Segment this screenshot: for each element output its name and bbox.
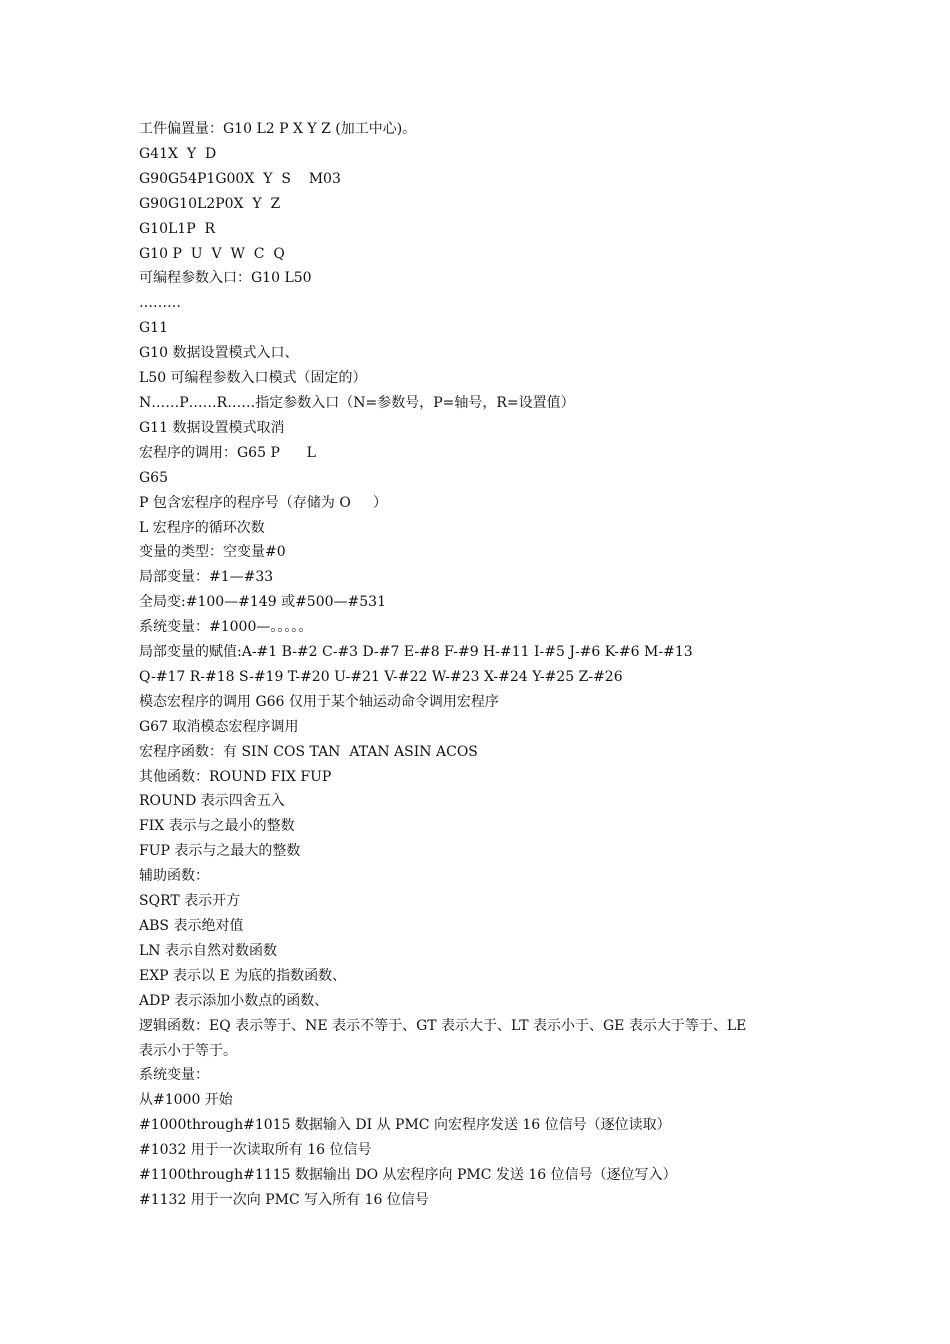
text-line: G90G54P1G00X Y S M03: [139, 170, 341, 187]
text-line: ROUND 表示四舍五入: [139, 793, 285, 810]
text-line: 从#1000 开始: [139, 1092, 233, 1109]
text-line: LN 表示自然对数函数: [139, 942, 277, 959]
text-line: 其他函数：ROUND FIX FUP: [139, 768, 332, 785]
text-line: SQRT 表示开方: [139, 893, 241, 910]
text-line: EXP 表示以 E 为底的指数函数、: [139, 967, 347, 984]
text-line: G10 P U V W C Q: [139, 245, 285, 262]
text-line: ………: [139, 295, 181, 312]
text-line: L50 可编程参数入口模式（固定的）: [139, 370, 367, 387]
text-line: FUP 表示与之最大的整数: [139, 843, 301, 860]
text-line: ABS 表示绝对值: [139, 918, 244, 934]
document-page: [139, 117, 829, 1213]
text-line: G67 取消模态宏程序调用: [139, 718, 299, 735]
text-line: 工件偏置量：G10 L2 P X Y Z (加工中心)。: [139, 121, 417, 137]
text-line: #1032 用于一次读取所有 16 位信号: [139, 1142, 372, 1159]
text-line: P 包含宏程序的程序号（存储为 O ）: [139, 494, 388, 511]
text-line: 模态宏程序的调用 G66 仅用于某个轴运动命令调用宏程序: [139, 693, 499, 710]
text-line: 变量的类型：空变量#0: [139, 544, 286, 561]
text-line: 逻辑函数：EQ 表示等于、NE 表示不等于、GT 表示大于、LT 表示小于、GE 表示大于等于、LE: [139, 1017, 747, 1034]
text-line: L 宏程序的循环次数: [139, 519, 265, 536]
text-line: G11 数据设置模式取消: [139, 419, 285, 436]
text-line: #1132 用于一次向 PMC 写入所有 16 位信号: [139, 1191, 429, 1208]
text-line: N……P……R……指定参数入口（N=参数号，P=轴号，R=设置值）: [139, 394, 575, 411]
text-line: G41X Y D: [139, 145, 217, 162]
text-line: 系统变量：: [139, 1067, 209, 1084]
text-line: G65: [139, 469, 168, 486]
text-line: 表示小于等于。: [139, 1042, 237, 1059]
text-line: Q-#17 R-#18 S-#19 T-#20 U-#21 V-#22 W-#23 X-#24 Y-#25 Z-#26: [139, 668, 623, 685]
text-line: #1100through#1115 数据输出 DO 从宏程序向 PMC 发送 16 位信号（逐位写入）: [139, 1167, 677, 1184]
text-line: 局部变量的赋值:A-#1 B-#2 C-#3 D-#7 E-#8 F-#9 H-#11 I-#5 J-#6 K-#6 M-#13: [139, 644, 693, 661]
text-line: G10L1P R: [139, 220, 216, 237]
text-line: 局部变量：#1—#33: [139, 569, 274, 586]
text-line: 全局变:#100—#149 或#500—#531: [139, 594, 386, 611]
text-line: 可编程参数入口：G10 L50: [139, 270, 312, 287]
text-line: 宏程序的调用：G65 P L: [139, 444, 316, 461]
text-line: 系统变量：#1000—。。。。。: [139, 619, 313, 636]
text-line: G10 数据设置模式入口、: [139, 345, 299, 362]
text-line: #1000through#1015 数据输入 DI 从 PMC 向宏程序发送 16 位信号（逐位读取）: [139, 1117, 671, 1134]
text-line: FIX 表示与之最小的整数: [139, 818, 295, 835]
text-line: ADP 表示添加小数点的函数、: [139, 992, 329, 1009]
text-line: 宏程序函数：有 SIN COS TAN ATAN ASIN ACOS: [139, 743, 478, 760]
text-line: 辅助函数：: [139, 868, 209, 885]
text-line: G90G10L2P0X Y Z: [139, 195, 281, 212]
text-line: G11: [139, 320, 168, 337]
